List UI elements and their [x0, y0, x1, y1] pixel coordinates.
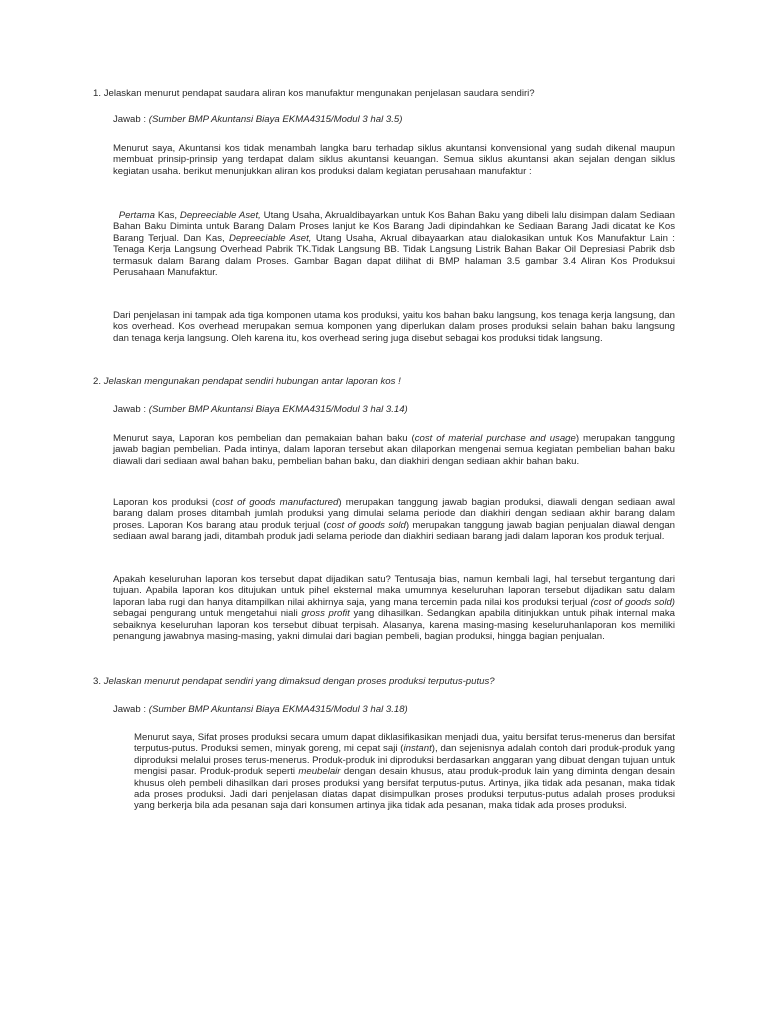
paragraph-text: ), dan sejenisnya adalah contoh dari produk-produk yang diproduksi melalui proses terus-menerus. Produk-produk ini diproduksi berdasarkan anggaran yang dibuat dengan tujuan untuk mengisi pasar. Produk-produk seperti [134, 743, 676, 778]
paragraph-text: Dari penjelasan ini tampak ada tiga komponen utama kos produksi, yaitu kos bahan baku langsung, kos tenaga kerja langsung, dan kos overhead. Kos overhead merupakan semua komponen yang diperlukan dalam proses produksi selain bahan baku langsung dan tenaga kerja langsung. Oleh karena itu, kos overhead sering juga disebut sebagai kos produksi tidak langsung. [113, 310, 675, 344]
answer-2-paragraph-2 [113, 497, 675, 543]
paragraph-text: Laporan kos produksi ( [113, 497, 216, 508]
paragraph-text: Apakah keseluruhan laporan kos tersebut dapat dijadikan satu? Tentusaja bias, namun kembali lagi, hal tersebut tergantung dari tujuan. Apabila laporan kos ditujukan untuk pihel eksternal maka umumnya keseluruhan laporan tersebut dijadikan satu dalam laporan laba rugi dan hanya ditampilkan nilai akhirnya saja, yang mana tercemin pada nilai kos produksi terjual [113, 574, 675, 608]
jawab-source: (Sumber BMP Akuntansi Biaya EKMA4315/Modul 3 hal 3.5) [148, 114, 403, 125]
jawab-2 [113, 404, 408, 415]
jawab-1 [113, 114, 402, 125]
answer-1-paragraph-1 [113, 143, 675, 177]
italic-text: Depreeciable Aset, [179, 210, 261, 221]
question-number: 3. [93, 676, 102, 687]
question-text: Jelaskan mengunakan pendapat sendiri hubungan antar laporan kos ! [103, 376, 401, 387]
paragraph-text: ) merupakan tanggung jawab bagian pembelian. Pada intinya, dalam laporan tersebut akan dilaporkan mengenai semua kegiatan pembelian bahan baku diawali dari sediaan awal bahan baku, pembelian bahan baku, dan diakhiri dengan sediaan akhir bahan baku. [113, 433, 675, 467]
italic-text: Depreeciable Aset, [229, 232, 312, 244]
answer-2-paragraph-3 [113, 574, 675, 642]
paragraph-text: Menurut saya, Akuntansi kos tidak menambah langka baru terhadap siklus akuntansi konvensional yang sudah dikenal maupun membuat prinsip-prinsip yang terdapat dalam siklus akuntansi keuangan. Semua siklus akuntansi akan sejalan dengan siklus kegiatan usaha. berikut menunjukkan aliran kos produksi dalam kegiatan perusahaan manufaktur : [113, 143, 675, 177]
question-text: Jelaskan menurut pendapat sendiri yang dimaksud dengan proses produksi terputus-putus? [103, 676, 495, 687]
answer-1-paragraph-2 [113, 210, 675, 278]
italic-text: Pertama [118, 210, 155, 221]
jawab-label: Jawab : [113, 114, 147, 125]
question-2 [93, 376, 683, 387]
italic-text: (cost of goods sold) [590, 596, 675, 608]
jawab-source: (Sumber BMP Akuntansi Biaya EKMA4315/Modul 3 hal 3.14) [148, 404, 408, 415]
paragraph-text: yang dihasilkan. Sedangkan apabila ditinjukkan untuk pihak internal maka sebaiknya keseluruhan laporan kos tersebut dibuat terpisah. Alasanya, karena masing-masing keseluruhanlaporan kos memiliki penangung jawabnya masing-masing, yakni dimulai dari bagian pembeli, bagian produksi, hingga bagian penjualan. [113, 608, 675, 643]
italic-text: cost of goods sold [326, 519, 406, 531]
italic-text: cost of goods manufactured [215, 497, 339, 508]
paragraph-text: ) merupakan tanggung jawab bagian produksi, diawali dengan sediaan awal barang dalam proses ditambah jumlah produksi yang dimulai selama periode dan diakhiri dengan sediaan akhir barang dalam proses. Laporan Kos barang atau produk terjual ( [113, 497, 675, 531]
paragraph-text: ) merupakan tanggung jawab bagian penjualan diawal dengan sediaan awal barang jadi, ditambah produk jadi selama periode dan diakhiri sediaan barang jadi dalam laporan kos produk terjual. [113, 519, 675, 543]
jawab-source: (Sumber BMP Akuntansi Biaya EKMA4315/Modul 3 hal 3.18) [148, 704, 408, 715]
answer-3-paragraph-1 [134, 732, 675, 812]
question-3 [93, 676, 683, 687]
paragraph-text: Utang Usaha, Akrual dibayaarkan atau dialokasikan untuk Kos Manufaktur Lain : Tenaga Kerja Langsung Overhead Pabrik TK.Tidak Langsung BB. Tidak Langsung Listrik Bahan Bakar Oil Depresiasi Pabrik dsb termasuk dalam Barang dalam Proses. Gambar Bagan dapat dilihat di BMP halaman 3.5 gambar 3.4 Aliran Kos Produksui Perusahaan Manufaktur. [113, 232, 675, 279]
question-number: 1. [93, 88, 102, 99]
italic-text: instant [403, 743, 432, 755]
question-1 [93, 88, 683, 99]
question-text: Jelaskan menurut pendapat saudara aliran kos manufaktur mengunakan penjelasan saudara sendiri? [103, 88, 535, 99]
italic-text: cost of material purchase and usage [414, 433, 576, 444]
answer-1-paragraph-3 [113, 310, 675, 344]
paragraph-text: Menurut saya, Sifat proses produksi secara umum dapat diklasifikasikan menjadi dua, yaitu bersifat terus-menerus dan bersifat terputus-putus. Produksi semen, minyak goreng, mi cepat saji ( [134, 732, 675, 755]
jawab-label: Jawab : [113, 704, 147, 715]
paragraph-text: Menurut saya, Laporan kos pembelian dan pemakaian bahan baku ( [113, 433, 415, 444]
paragraph-text: sebagai pengurang untuk mengetahui niali [113, 608, 302, 620]
paragraph-text: Utang Usaha, Akrualdibayarkan untuk Kos Bahan Baku yang dibeli lalu disimpan dalam Sediaan Bahan Baku Diminta untuk Barang Dalam Proses lanjut ke Kos Barang Jadi dipindahkan ke Sediaan Barang Jadi dicatat ke Kos Barang Terjual. Dan Kas, [113, 210, 675, 244]
question-number: 2. [93, 376, 102, 387]
paragraph-text: dengan desain khusus, atau produk-produk lain yang diminta dengan desain khusus oleh pembeli dihasilkan dari proses produksi yang bersifat terputus-putus. Artinya, jika tidak ada pesanan, maka tidak ada proses produksi. Jadi dari penjelasan diatas dapat disimpulkan proses produksi terputus-putus adalah proses produksi yang berkerja bila ada pesanan saja dari konsumen artinya jika tidak ada pesanan, maka tidak ada proses produksi. [134, 766, 675, 812]
italic-text: gross profit [301, 608, 350, 620]
answer-2-paragraph-1 [113, 433, 675, 467]
italic-text: meubelair [298, 766, 341, 778]
paragraph-text: Kas, [154, 210, 180, 221]
jawab-label: Jawab : [113, 404, 147, 415]
jawab-3 [113, 704, 408, 715]
